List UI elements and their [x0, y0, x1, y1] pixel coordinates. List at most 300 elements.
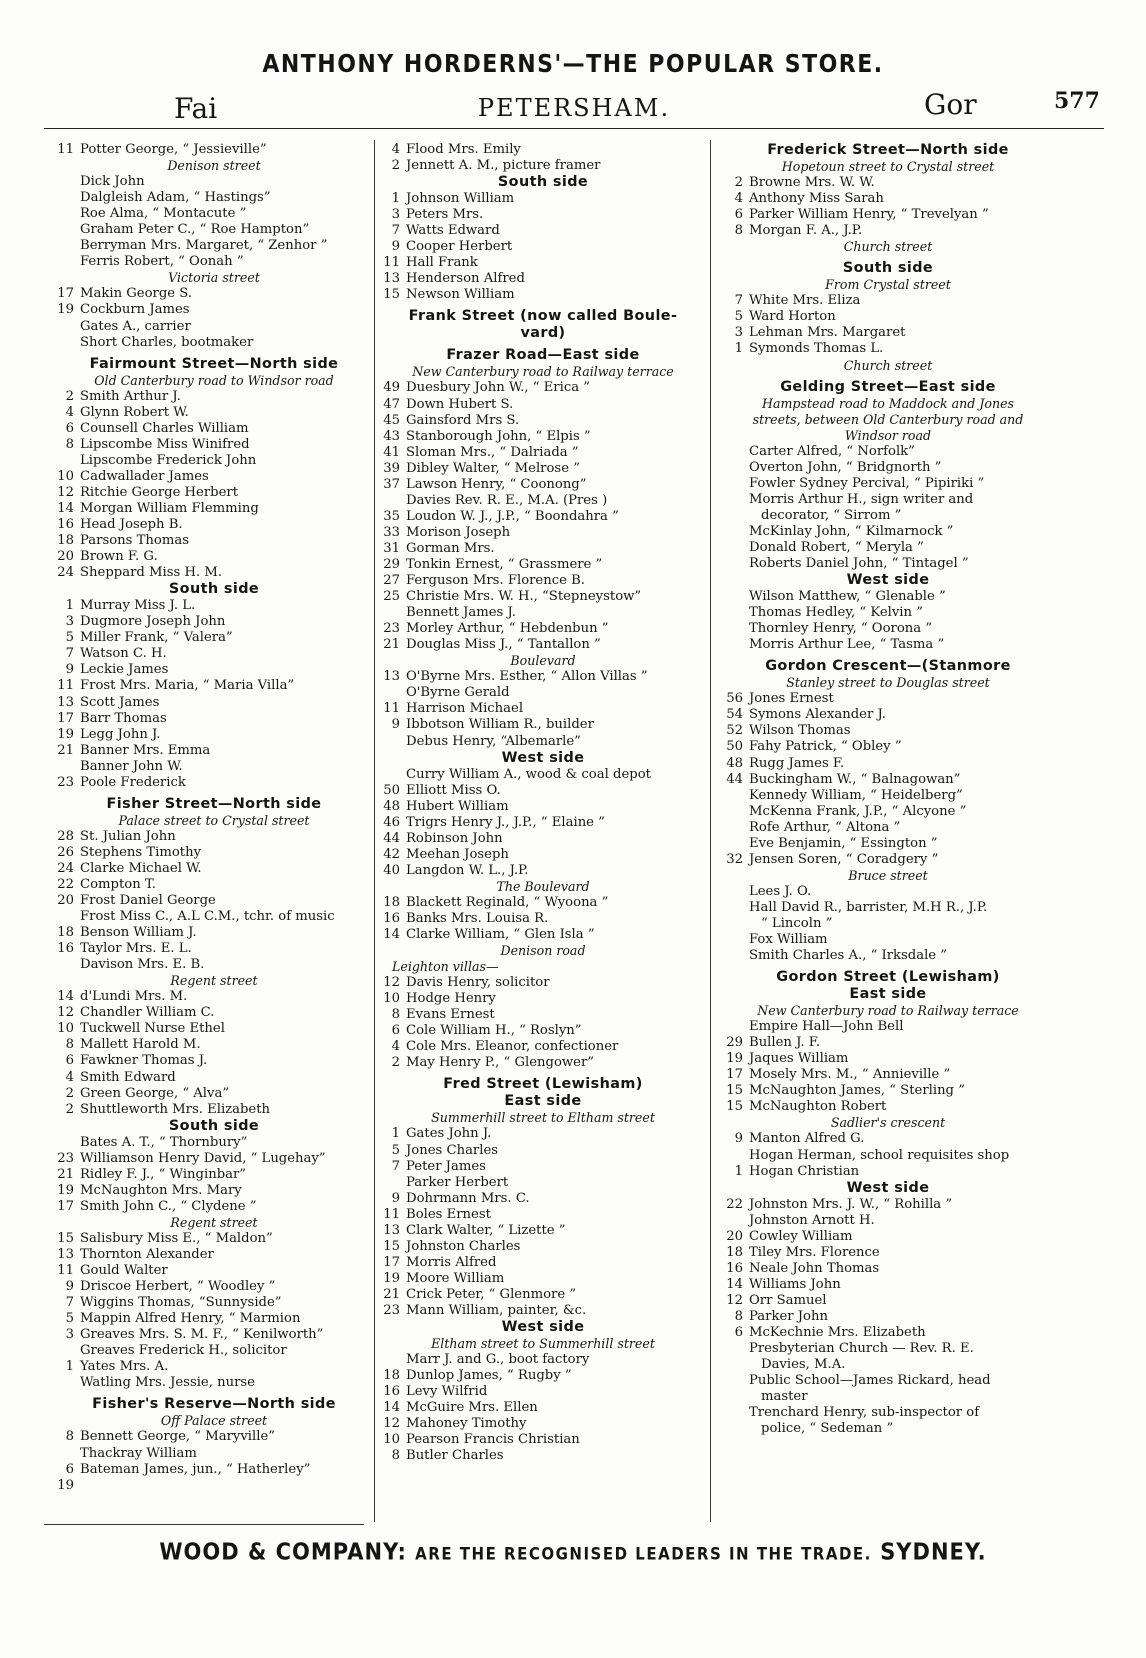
house-number: 22	[57, 876, 74, 892]
house-number: 6	[65, 1461, 74, 1477]
directory-entry	[54, 142, 374, 158]
resident-name: Morgan F. A., J.P.	[749, 223, 863, 239]
resident-name: Sheppard Miss H. M.	[80, 565, 223, 581]
street-direction: Church street	[843, 357, 933, 373]
house-number: 16	[383, 910, 400, 926]
house-number: 11	[383, 1206, 400, 1222]
resident-name: Fawkner Thomas J.	[80, 1053, 208, 1069]
resident-name: McKechnie Mrs. Elizabeth	[749, 1325, 926, 1340]
resident-name: Meehan Joseph	[406, 846, 509, 862]
resident-name: Orr Samuel	[749, 1292, 827, 1308]
house-number: 14	[57, 500, 74, 516]
house-number: 54	[726, 707, 743, 723]
directory-entry	[54, 1199, 374, 1215]
directory-entry	[54, 517, 374, 533]
street-heading: Frederick Street—North side	[767, 142, 1009, 158]
directory-entry	[380, 1368, 706, 1384]
house-number: 25	[383, 589, 400, 605]
resident-name: Browne Mrs. W. W.	[749, 175, 875, 191]
house-number: 15	[726, 1099, 743, 1115]
directory-entry	[723, 691, 1053, 707]
street-heading: South side	[497, 174, 589, 191]
directory-entry: Fowler Sydney Percival, “ Pipiriki ”	[749, 475, 985, 491]
directory-entry	[54, 1151, 374, 1167]
directory-entry-wrap: master	[761, 1389, 808, 1405]
resident-name: Langdon W. L., J.P.	[406, 862, 529, 878]
directory-entry	[723, 1035, 1053, 1051]
street-heading: Frank Street (now called Boule-	[408, 308, 678, 325]
resident-name: Cole William H., “ Roslyn”	[406, 1023, 582, 1039]
directory-entry: Roe Alma, “ Montacute ”	[80, 206, 247, 222]
directory-entry	[54, 727, 374, 743]
house-number: 9	[391, 717, 400, 733]
directory-entry	[380, 158, 706, 174]
directory-entry	[54, 549, 374, 565]
footer-right: SYDNEY.	[880, 1538, 987, 1566]
resident-name: Ibbotson William R., builder	[406, 717, 594, 733]
house-number: 14	[383, 927, 400, 943]
house-number: 7	[391, 223, 400, 239]
directory-entry	[380, 413, 706, 429]
resident-name: Potter George, “ Jessieville”	[80, 142, 267, 157]
directory-entry	[723, 341, 1053, 357]
house-number: 8	[65, 436, 74, 452]
resident-name: Poole Frederick	[80, 774, 186, 790]
directory-entry	[380, 541, 706, 557]
directory-entry: Debus Henry, “Albemarle”	[406, 733, 581, 749]
resident-name: Yates Mrs. A.	[80, 1359, 169, 1375]
resident-name: Mappin Alfred Henry, “ Marmion	[80, 1311, 301, 1327]
resident-name: McNaughton Mrs. Mary	[80, 1182, 242, 1198]
directory-entry	[723, 1083, 1053, 1099]
resident-name: Clark Walter, “ Lizette ”	[406, 1222, 566, 1238]
street-direction: From Crystal street	[825, 277, 951, 293]
resident-name: Miller Frank, “ Valera”	[80, 630, 233, 646]
directory-entry: Presbyterian Church — Rev. R. E.	[749, 1341, 974, 1357]
house-number: 11	[57, 1263, 74, 1279]
directory-entry: Greaves Frederick H., solicitor	[80, 1343, 287, 1359]
directory-entry: Curry William A., wood & coal depot	[406, 766, 651, 782]
directory-column-2	[380, 142, 706, 1464]
directory-entry	[380, 397, 706, 413]
house-number: 10	[383, 991, 400, 1007]
page-number: 577	[1054, 88, 1100, 114]
directory-entry	[54, 1037, 374, 1053]
resident-name: Watts Edward	[406, 223, 500, 239]
directory-entry	[723, 175, 1053, 191]
directory-entry	[380, 1126, 706, 1142]
directory-entry	[723, 1197, 1053, 1213]
resident-name: Peter James	[406, 1158, 486, 1174]
resident-name: Clarke Michael W.	[80, 860, 202, 876]
resident-name: Ferguson Mrs. Florence B.	[406, 573, 585, 589]
directory-entry: Morris Arthur Lee, “ Tasma ”	[749, 637, 945, 653]
directory-entry	[54, 565, 374, 581]
street-direction: Old Canterbury road to Windsor road	[94, 372, 334, 388]
resident-name: Cadwallader James	[80, 468, 209, 484]
street-heading: South side	[168, 581, 260, 598]
directory-entry: Watling Mrs. Jessie, nurse	[80, 1375, 255, 1391]
house-number: 10	[57, 1021, 74, 1037]
resident-name: Legg John J.	[80, 726, 161, 742]
resident-name: Green George, “ Alva”	[80, 1085, 230, 1101]
directory-entry	[54, 1247, 374, 1263]
directory-entry	[723, 1131, 1053, 1147]
directory-entry	[380, 509, 706, 525]
house-number: 3	[734, 325, 743, 341]
directory-entry	[380, 717, 706, 733]
house-number: 27	[383, 573, 400, 589]
resident-name: Johnston Charles	[406, 1238, 521, 1254]
resident-name: Bennett George, “ Maryville”	[80, 1429, 275, 1445]
directory-entry	[54, 421, 374, 437]
resident-name: Glynn Robert W.	[80, 404, 189, 420]
directory-entry	[54, 1295, 374, 1311]
resident-name: Greaves Mrs. S. M. F., “ Kenilworth”	[80, 1327, 324, 1343]
house-number: 14	[383, 1400, 400, 1416]
house-number: 23	[383, 621, 400, 637]
resident-name: Butler Charles	[406, 1448, 504, 1464]
resident-name: Gates John J.	[406, 1126, 492, 1142]
directory-entry: Bates A. T., “ Thornbury”	[80, 1134, 248, 1150]
resident-name: Boles Ernest	[406, 1206, 491, 1222]
house-number: 15	[57, 1230, 74, 1246]
resident-name: Gainsford Mrs S.	[406, 412, 520, 428]
directory-entry	[54, 389, 374, 405]
directory-entry	[380, 255, 706, 271]
directory-entry	[380, 525, 706, 541]
house-number: 9	[65, 662, 74, 678]
house-number: 12	[383, 975, 400, 991]
directory-entry	[380, 1384, 706, 1400]
house-number: 21	[57, 742, 74, 758]
directory-entry	[54, 1231, 374, 1247]
house-number: 52	[726, 723, 743, 739]
resident-name: Mann William, painter, &c.	[406, 1303, 587, 1318]
house-number: 22	[726, 1196, 743, 1212]
house-number: 39	[383, 460, 400, 476]
house-number: 10	[383, 1432, 400, 1448]
house-number: 17	[57, 710, 74, 726]
directory-entry	[380, 863, 706, 879]
house-number: 18	[57, 533, 74, 549]
directory-entry: Thomas Hedley, “ Kelvin ”	[749, 605, 923, 621]
directory-entry: Morris Arthur H., sign writer and	[749, 491, 974, 507]
house-number: 10	[57, 468, 74, 484]
house-number: 2	[734, 175, 743, 191]
directory-entry	[54, 630, 374, 646]
directory-entry	[54, 989, 374, 1005]
house-number: 6	[734, 1325, 743, 1340]
directory-entry	[380, 207, 706, 223]
resident-name: Dohrmann Mrs. C.	[406, 1190, 530, 1206]
resident-name: Smith Edward	[80, 1069, 176, 1085]
house-number: 7	[734, 293, 743, 309]
resident-name: McNaughton Robert	[749, 1099, 887, 1115]
resident-name: Henderson Alfred	[406, 271, 525, 287]
house-number: 44	[726, 771, 743, 787]
street-heading: Fisher Street—North side	[106, 795, 322, 812]
directory-entry	[380, 799, 706, 815]
directory-entry: Thackray William	[80, 1445, 197, 1461]
resident-name: Blackett Reginald, “ Wyoona ”	[406, 894, 609, 910]
street-direction: Windsor road	[844, 427, 932, 443]
street-direction: The Boulevard	[496, 878, 590, 894]
directory-entry	[380, 380, 706, 396]
directory-entry	[380, 847, 706, 863]
house-number: 11	[57, 142, 74, 157]
house-number: 7	[65, 646, 74, 662]
directory-entry: Public School—James Rickard, head	[749, 1373, 991, 1389]
resident-name: Robinson John	[406, 830, 503, 846]
street-heading: West side	[846, 572, 930, 589]
directory-entry	[54, 1462, 374, 1478]
house-number: 8	[391, 1007, 400, 1023]
directory-entry	[380, 701, 706, 717]
directory-entry	[380, 815, 706, 831]
house-number: 1	[734, 1163, 743, 1179]
directory-entry	[380, 557, 706, 573]
directory-entry	[380, 1223, 706, 1239]
resident-name: St. Julian John	[80, 828, 176, 844]
directory-entry: Roberts Daniel John, “ Tintagel ”	[749, 556, 969, 572]
footer-left: WOOD & COMPANY:	[159, 1538, 407, 1566]
directory-entry	[54, 1005, 374, 1021]
resident-name: Tuckwell Nurse Ethel	[80, 1021, 225, 1037]
house-number: 8	[65, 1429, 74, 1445]
directory-entry	[54, 598, 374, 614]
resident-name: Moore William	[406, 1270, 505, 1286]
house-number: 48	[383, 798, 400, 814]
house-number: 4	[65, 1069, 74, 1085]
directory-entry	[723, 325, 1053, 341]
directory-entry-wrap: Davies, M.A.	[761, 1357, 846, 1373]
street-heading: vard)	[520, 325, 566, 342]
directory-entry	[723, 739, 1053, 755]
house-number: 9	[391, 1190, 400, 1206]
directory-entry	[380, 621, 706, 637]
house-number: 12	[57, 484, 74, 500]
resident-name: Murray Miss J. L.	[80, 598, 196, 614]
directory-entry-wrap: “ Lincoln ”	[761, 915, 833, 931]
directory-entry	[54, 845, 374, 861]
house-number: 13	[57, 1247, 74, 1262]
resident-name: Watson C. H.	[80, 646, 167, 662]
resident-name: Head Joseph B.	[80, 517, 183, 533]
directory-entry: Donald Robert, “ Meryla ”	[749, 539, 924, 555]
house-number: 13	[383, 1222, 400, 1238]
directory-entry: Berryman Mrs. Margaret, “ Zenhor ”	[80, 238, 328, 254]
directory-entry: Wilson Matthew, “ Glenable ”	[749, 589, 946, 605]
resident-name: Crick Peter, “ Glenmore ”	[406, 1286, 577, 1302]
house-number: 42	[383, 846, 400, 862]
directory-entry	[723, 1325, 1053, 1341]
street-direction: Sadlier's crescent	[830, 1115, 946, 1131]
directory-entry	[54, 1086, 374, 1102]
street-direction: Stanley street to Douglas street	[786, 675, 990, 691]
street-direction: Church street	[843, 239, 933, 255]
house-number: 5	[65, 630, 74, 646]
resident-name: Davis Henry, solicitor	[406, 975, 550, 991]
resident-name: Evans Ernest	[406, 1007, 495, 1023]
resident-name: Hubert William	[406, 798, 509, 814]
resident-name: Bullen J. F.	[749, 1035, 821, 1051]
resident-name: Buckingham W., “ Balnagowan”	[749, 771, 961, 787]
house-number: 15	[383, 287, 400, 303]
house-number: 18	[383, 1368, 400, 1384]
house-number: 48	[726, 755, 743, 771]
resident-name: Gould Walter	[80, 1263, 168, 1279]
street-heading: Fisher's Reserve—North side	[92, 1396, 336, 1413]
house-number: 20	[57, 893, 74, 909]
directory-entry	[723, 1245, 1053, 1261]
house-number: 19	[57, 726, 74, 742]
resident-name: Jones Charles	[406, 1142, 499, 1158]
directory-entry	[380, 271, 706, 287]
running-head	[44, 88, 1104, 129]
house-number: 23	[57, 774, 74, 790]
directory-entry	[723, 1309, 1053, 1325]
house-number: 40	[383, 862, 400, 878]
house-number: 5	[65, 1311, 74, 1327]
house-number: 12	[57, 1005, 74, 1021]
resident-name: Ridley F. J., “ Winginbar”	[80, 1166, 247, 1182]
directory-entry	[380, 287, 706, 303]
directory-entry	[54, 678, 374, 694]
house-number: 21	[57, 1166, 74, 1182]
directory-entry	[723, 723, 1053, 739]
house-number: 13	[383, 271, 400, 287]
directory-entry: Hall David R., barrister, M.H R., J.P.	[749, 899, 988, 915]
directory-entry	[380, 477, 706, 493]
column-divider	[374, 140, 375, 1522]
resident-name: Barr Thomas	[80, 710, 167, 726]
directory-entry: Gates A., carrier	[80, 318, 191, 334]
resident-name: Makin George S.	[80, 286, 193, 302]
directory-entry: O'Byrne Gerald	[406, 685, 510, 701]
directory-entry	[380, 445, 706, 461]
directory-entry	[54, 286, 374, 302]
street-heading: South side	[168, 1117, 260, 1134]
house-number: 44	[383, 830, 400, 846]
house-number: 19	[57, 1182, 74, 1198]
house-number: 26	[57, 844, 74, 860]
house-number: 18	[57, 925, 74, 941]
resident-name: Johnston Mrs. J. W., “ Rohilla ”	[749, 1196, 953, 1212]
resident-name: Elliott Miss O.	[406, 782, 501, 798]
directory-entry	[54, 1167, 374, 1183]
house-number: 33	[383, 524, 400, 540]
resident-name: Salisbury Miss E., “ Maldon”	[80, 1230, 273, 1246]
resident-name: Tiley Mrs. Florence	[749, 1244, 880, 1260]
house-number: 37	[383, 476, 400, 492]
resident-name: O'Byrne Mrs. Esther, “ Allon Villas ”	[406, 669, 648, 685]
directory-entry: Dalgleish Adam, “ Hastings”	[80, 190, 271, 206]
resident-name: Cooper Herbert	[406, 239, 513, 255]
directory-entry	[54, 861, 374, 877]
resident-name: Sloman Mrs., “ Dalriada ”	[406, 444, 579, 460]
resident-name: Stephens Timothy	[80, 844, 202, 860]
resident-name: Gorman Mrs.	[406, 540, 495, 556]
resident-name: Morris Alfred	[406, 1254, 497, 1270]
resident-name: Anthony Miss Sarah	[749, 191, 884, 207]
house-number: 19	[57, 1477, 74, 1493]
street-direction: New Canterbury road to Railway terrace	[412, 364, 674, 380]
house-number: 12	[726, 1292, 743, 1308]
house-number: 16	[57, 941, 74, 957]
directory-entry-wrap: decorator, “ Sirrom ”	[761, 507, 902, 523]
directory-entry-wrap: police, “ Sedeman ”	[761, 1421, 894, 1437]
directory-entry: Carter Alfred, “ Norfolk”	[749, 443, 915, 459]
directory-entry	[723, 1277, 1053, 1293]
street-direction: Hopetoun street to Crystal street	[781, 159, 995, 174]
directory-entry: Frost Miss C., A.L C.M., tchr. of music	[80, 909, 335, 925]
directory-entry	[54, 941, 374, 957]
directory-entry	[380, 1191, 706, 1207]
directory-entry	[723, 1293, 1053, 1309]
house-number: 20	[57, 549, 74, 565]
resident-name: Harrison Michael	[406, 701, 524, 717]
house-number: 17	[57, 286, 74, 302]
house-number: 29	[726, 1035, 743, 1051]
directory-entry	[723, 207, 1053, 223]
directory-entry: Dick John	[80, 174, 145, 190]
street-direction: Denison street	[167, 158, 261, 174]
directory-column-1	[54, 142, 374, 1494]
street-direction: Palace street to Crystal street	[118, 812, 310, 828]
street-heading: Frazer Road—East side	[446, 347, 640, 364]
directory-entry	[54, 646, 374, 662]
street-direction: Victoria street	[168, 270, 260, 286]
directory-entry	[380, 1039, 706, 1055]
directory-entry	[723, 772, 1053, 788]
resident-name: Morison Joseph	[406, 524, 511, 540]
house-number: 7	[391, 1158, 400, 1174]
resident-name: Duesbury John W., “ Erica ”	[406, 380, 591, 396]
house-number: 18	[383, 894, 400, 910]
resident-name: Tonkin Ernest, “ Grassmere ”	[406, 556, 603, 572]
resident-name: Symons Alexander J.	[749, 707, 886, 723]
directory-entry: Thornley Henry, “ Oorona ”	[749, 621, 933, 637]
house-number: 16	[57, 517, 74, 533]
directory-entry: Fox William	[749, 932, 828, 948]
house-number: 6	[391, 1023, 400, 1039]
directory-entry: Davison Mrs. E. B.	[80, 957, 205, 973]
street-direction: Summerhill street to Eltham street	[431, 1110, 655, 1126]
resident-name: Pearson Francis Christian	[406, 1432, 580, 1448]
house-number: 11	[383, 701, 400, 717]
directory-entry	[54, 695, 374, 711]
directory-entry	[380, 239, 706, 255]
house-number: 11	[57, 678, 74, 694]
directory-entry: McKenna Frank, J.P., “ Alcyone ”	[749, 803, 967, 819]
resident-name: White Mrs. Eliza	[749, 293, 861, 309]
directory-entry: Davies Rev. R. E., M.A. (Pres )	[406, 492, 608, 508]
directory-entry	[380, 975, 706, 991]
resident-name: Counsell Charles William	[80, 420, 249, 436]
directory-entry	[54, 711, 374, 727]
resident-name: Parsons Thomas	[80, 533, 189, 549]
house-number: 29	[383, 556, 400, 572]
directory-entry	[54, 1311, 374, 1327]
house-number: 17	[383, 1254, 400, 1270]
directory-entry: Graham Peter C., “ Roe Hampton”	[80, 222, 310, 238]
resident-name: Jennett A. M., picture framer	[406, 158, 601, 174]
house-number: 45	[383, 412, 400, 428]
directory-entry	[380, 911, 706, 927]
house-number: 13	[57, 694, 74, 710]
footer-middle: ARE THE RECOGNISED LEADERS IN THE TRADE.	[415, 1544, 872, 1565]
